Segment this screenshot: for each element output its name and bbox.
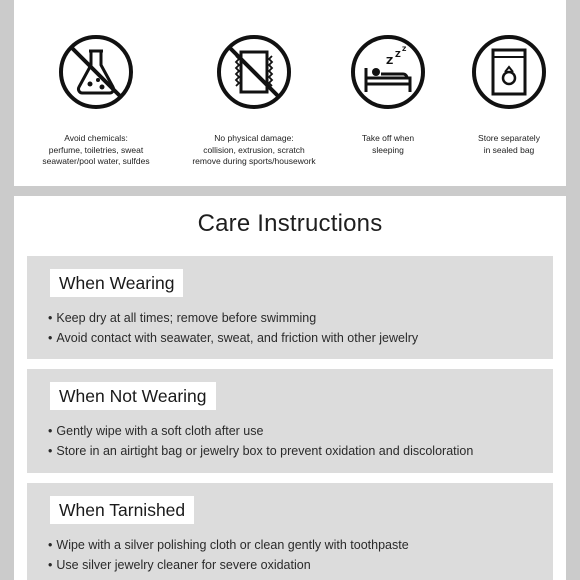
section-when-tarnished <box>27 483 553 580</box>
precaution-caption: Avoid chemicals: perfume, toiletries, sweat seawater/pool water, sulfdes <box>42 133 150 166</box>
bullet-item: • Avoid contact with seawater, sweat, and friction with other jewelry <box>48 328 418 348</box>
bullet-item: • Wipe with a silver polishing cloth or clean gently with toothpaste <box>48 535 409 555</box>
svg-text:Z: Z <box>402 46 407 53</box>
svg-text:Z: Z <box>395 50 401 59</box>
sleeping-bed-icon <box>350 34 426 110</box>
care-title: Care Instructions <box>197 210 383 237</box>
precaution-sealed-bag <box>434 34 580 156</box>
section-header: When Wearing <box>50 269 183 297</box>
precautions-card <box>14 0 566 186</box>
bullet-item: • Keep dry at all times; remove before swimming <box>48 308 418 328</box>
svg-text:Z: Z <box>386 56 394 67</box>
precaution-caption: No physical damage: collision, extrusion, scratch remove during sports/housework <box>192 133 316 166</box>
no-physical-damage-icon <box>216 34 292 110</box>
precaution-physical-damage <box>179 34 329 168</box>
section-when-wearing <box>27 256 553 359</box>
bullet-item: • Store in an airtight bag or jewelry box to prevent oxidation and discoloration <box>48 441 473 461</box>
precaution-chemicals <box>21 34 171 168</box>
bullet-list <box>48 308 418 348</box>
precaution-caption: Take off when sleeping <box>361 133 415 155</box>
bullet-item: • Use silver jewelry cleaner for severe oxidation <box>48 555 409 575</box>
section-header: When Not Wearing <box>50 382 216 410</box>
section-when-not-wearing <box>27 369 553 473</box>
section-header: When Tarnished <box>50 496 194 524</box>
precaution-caption: Store separately in sealed bag <box>478 133 540 155</box>
bullet-item: • Gently wipe with a soft cloth after use <box>48 421 473 441</box>
sealed-bag-icon <box>471 34 547 110</box>
no-chemicals-icon <box>58 34 134 110</box>
care-instructions-card <box>14 196 566 580</box>
bullet-list <box>48 535 409 575</box>
bullet-list <box>48 421 473 461</box>
